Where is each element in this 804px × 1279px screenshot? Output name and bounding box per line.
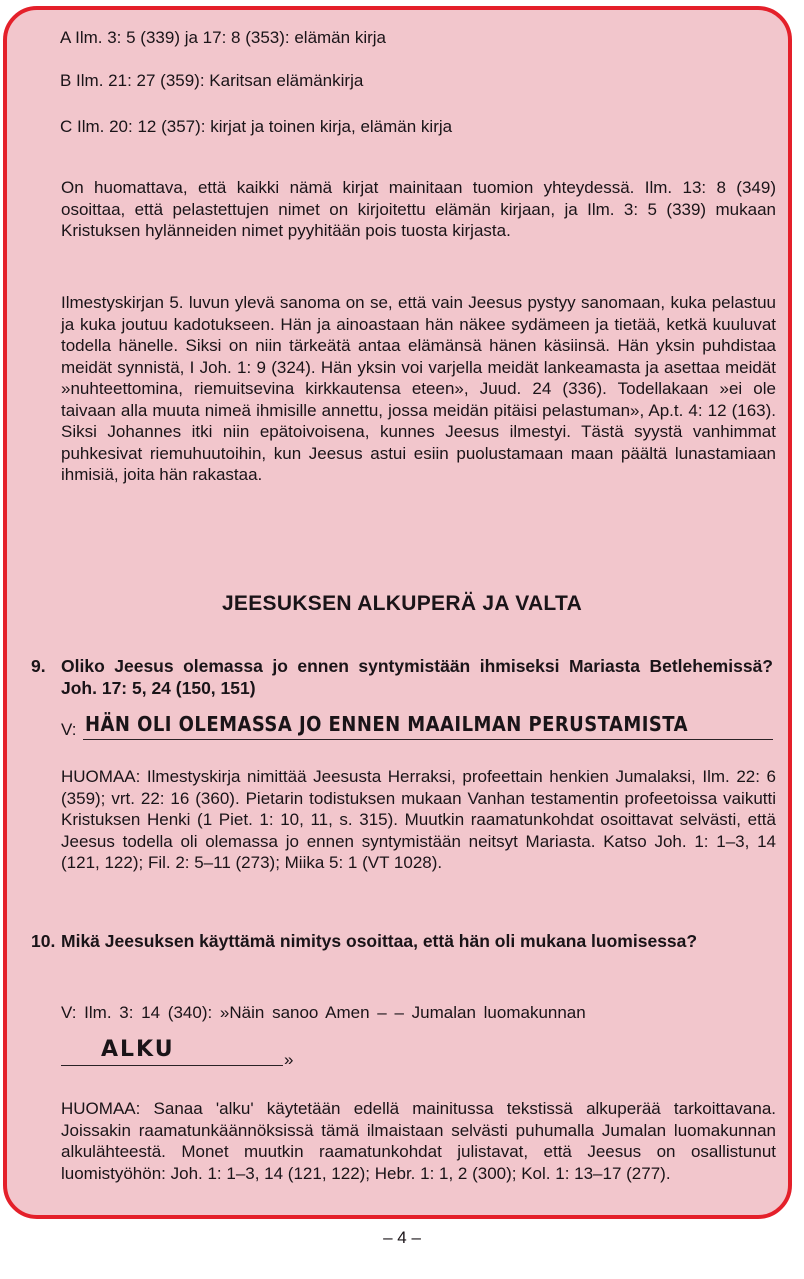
question-10 <box>31 930 776 952</box>
question-10-answer-line <box>61 1037 361 1070</box>
answer-underline <box>61 1065 283 1066</box>
question-9-text: Oliko Jeesus olemassa jo ennen syntymistään ihmiseksi Mariasta Betlehemissä? Joh. 17: 5, 24 (150, 151) <box>61 656 773 698</box>
question-9-handwritten-answer: HÄN OLI OLEMASSA JO ENNEN MAAILMAN PERUSTAMISTA <box>85 712 688 736</box>
paragraph-revelation-5: Ilmestyskirjan 5. luvun ylevä sanoma on se, että vain Jeesus pystyy sanomaan, kuka pelastuu ja kuka joutuu kadotukseen. Hän ja ainoastaan hän näkee sydämeen ja tietää, ketkä kuuluvat todella hänelle. Siksi on niin tärkeätä antaa elämänsä hänen käsiinsä. Hän yksin puhdistaa meidät synnistä, I Joh. 1: 9 (324). Hän yksin voi varjella meidät lankeamasta ja asettaa meidät »nuhteettomina, riemuitsevina kirkkautensa eteen», Juud. 24 (336). Todellakaan »ei ole taivaan alla muuta nimeä ihmisille annettu, jossa meidän pitäisi pelastuman», Ap.t. 4: 12 (163). Siksi Johannes itki niin epätoivoisena, kunnes Jeesus ilmestyi. Tästä syystä vanhimmat puhkesivat riemuhuutoihin, kun Jeesus astui esiin puolustamaan maan päältä lunastamiaan ihmisiä, joita hän rakastaa. <box>61 293 776 484</box>
reference-b: B Ilm. 21: 27 (359): Karitsan elämänkirja <box>60 71 364 90</box>
question-10-handwritten-answer: ALKU <box>101 1037 175 1062</box>
question-10-answer-intro: V: Ilm. 3: 14 (340): »Näin sanoo Amen – – Jumalan luomakunnan <box>61 1003 586 1022</box>
reference-a: A Ilm. 3: 5 (339) ja 17: 8 (353): elämän kirja <box>60 28 386 47</box>
question-9-number: 9. <box>31 656 46 676</box>
question-9-answer-prefix: V: <box>61 720 77 739</box>
question-10-note: HUOMAA: Sanaa 'alku' käytetään edellä mainitussa tekstissä alkuperää tarkoittavana. Joissakin raamatunkäännöksissä tämä ilmaistaan selvästi puhumalla Jumalan luomakunnan alkulähteestä. Monet muutkin raamatunkohdat julistavat, että Jeesus on osallistunut luomistyöhön: Joh. 1: 1–3, 14 (121, 122); Hebr. 1: 1, 2 (300); Kol. 1: 13–17 (277). <box>61 1099 776 1183</box>
answer-underline <box>83 739 773 740</box>
question-9 <box>31 655 776 699</box>
reference-c: C Ilm. 20: 12 (357): kirjat ja toinen kirja, elämän kirja <box>60 117 453 136</box>
paragraph-books-judgment: On huomattava, että kaikki nämä kirjat mainitaan tuomion yhteydessä. Ilm. 13: 8 (349) osoittaa, että pelastettujen nimet on kirjoitettu elämän kirjaan, ja Ilm. 3: 5 (339) mukaan Kristuksen hylänneiden nimet pyyhitään pois tuosta kirjasta. <box>61 178 776 240</box>
question-9-note: HUOMAA: Ilmestyskirja nimittää Jeesusta Herraksi, profeettain henkien Jumalaksi, Ilm. 22: 6 (359); vrt. 22: 16 (360). Pietarin todistuksen mukaan Vanhan testamentin profeetoissa vaikutti Kristuksen Henki (1 Piet. 1: 10, 11, s. 315). Muutkin raamatunkohdat osoittavat selvästi, että Jeesus todella oli olemassa jo ennen syntymistään neitsyt Mariasta. Katso Joh. 1: 1–3, 14 (121, 122); Fil. 2: 5–11 (273); Miika 5: 1 (VT 1028). <box>61 767 776 872</box>
question-10-text: Mikä Jeesuksen käyttämä nimitys osoittaa, että hän oli mukana luomisessa? <box>61 931 698 951</box>
question-9-answer-line <box>61 712 773 742</box>
section-heading: JEESUKSEN ALKUPERÄ JA VALTA <box>221 592 583 615</box>
page-number: – 4 – <box>383 1228 421 1247</box>
closing-quote: » <box>284 1050 294 1069</box>
question-10-number: 10. <box>31 931 56 951</box>
